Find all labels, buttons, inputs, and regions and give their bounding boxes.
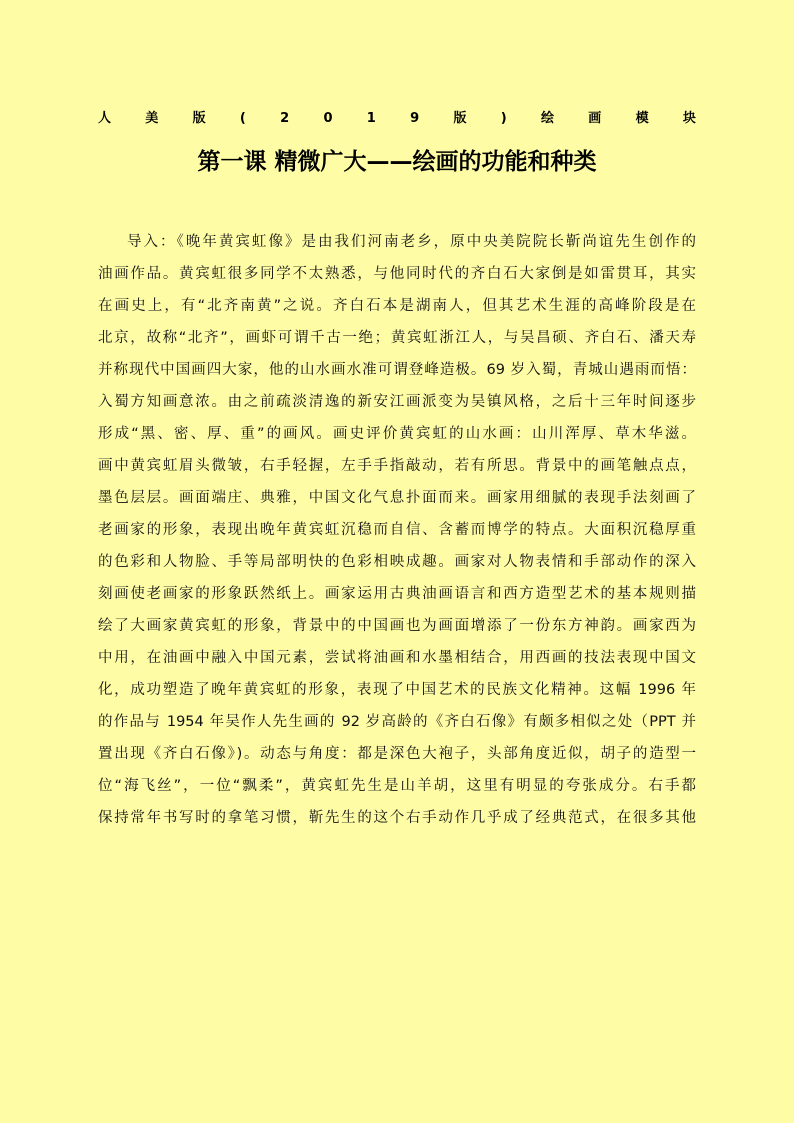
header-char: 2 bbox=[280, 111, 290, 126]
text-line: 保持常年书写时的拿笔习惯，靳先生的这个右手动作几乎成了经典范式，在很多其他 bbox=[98, 810, 696, 826]
text-line: 墨色层层。画面端庄、典雅，中国文化气息扑面而来。画家用细腻的表现手法刻画了 bbox=[98, 490, 696, 506]
text-line: 在画史上，有“北齐南黄”之说。齐白石本是湖南人，但其艺术生涯的高峰阶段是在 bbox=[98, 298, 696, 314]
text-line: 刻画使老画家的形象跃然纸上。画家运用古典油画语言和西方造型艺术的基本规则描 bbox=[98, 586, 696, 602]
text-line: 并称现代中国画四大家，他的山水画水准可谓登峰造极。69 岁入蜀，青城山遇雨而悟： bbox=[98, 362, 696, 378]
header-char: 9 bbox=[410, 111, 420, 126]
text-line: 绘了大画家黄宾虹的形象，背景中的中国画也为画面增添了一份东方神韵。画家西为 bbox=[98, 618, 696, 634]
header-char: 美 bbox=[145, 111, 159, 126]
header-char: 绘 bbox=[540, 111, 554, 126]
text-line: 画中黄宾虹眉头微皱，右手轻握，左手手指敲动，若有所思。背景中的画笔触点点， bbox=[98, 458, 696, 474]
text-line: 油画作品。黄宾虹很多同学不太熟悉，与他同时代的齐白石大家倒是如雷贯耳，其实 bbox=[98, 266, 696, 282]
lesson-title: 第一课 精微广大——绘画的功能和种类 bbox=[197, 149, 597, 175]
module-header bbox=[98, 109, 696, 129]
text-line: 老画家的形象，表现出晚年黄宾虹沉稳而自信、含蓄而博学的特点。大面积沉稳厚重 bbox=[98, 522, 696, 538]
header-char: 人 bbox=[98, 111, 112, 126]
text-line: 中用，在油画中融入中国元素，尝试将油画和水墨相结合，用西画的技法表现中国文 bbox=[98, 650, 696, 666]
text-line: 的色彩和人物脸、手等局部明快的色彩相映成趣。画家对人物表情和手部动作的深入 bbox=[98, 554, 696, 570]
text-line: 的作品与 1954 年吴作人先生画的 92 岁高龄的《齐白石像》有颇多相似之处（PPT 并 bbox=[98, 714, 696, 730]
text-line: 北京，故称“北齐”，画虾可谓千古一绝；黄宾虹浙江人，与吴昌硕、齐白石、潘天寿 bbox=[98, 330, 696, 346]
header-char: 模 bbox=[635, 111, 649, 126]
header-char: ) bbox=[500, 111, 507, 126]
header-char: 0 bbox=[323, 111, 333, 126]
text-line: 入蜀方知画意浓。由之前疏淡清逸的新安江画派变为吴镇风格，之后十三年时间逐步 bbox=[98, 394, 696, 410]
header-char: 画 bbox=[588, 111, 602, 126]
header-char: 1 bbox=[366, 111, 376, 126]
header-char: 块 bbox=[682, 111, 696, 126]
header-char: 版 bbox=[192, 111, 206, 126]
text-line: 位“海飞丝”，一位“飘柔”，黄宾虹先生是山羊胡，这里有明显的夸张成分。右手都 bbox=[98, 778, 696, 794]
body-paragraph bbox=[98, 232, 696, 840]
text-line: 导入：《晚年黄宾虹像》是由我们河南老乡，原中央美院院长靳尚谊先生创作的 bbox=[127, 234, 696, 250]
header-char: ( bbox=[239, 111, 246, 126]
text-line: 置出现《齐白石像》)。动态与角度：都是深色大袍子，头部角度近似，胡子的造型一 bbox=[98, 746, 696, 762]
header-char: 版 bbox=[453, 111, 467, 126]
text-line: 化，成功塑造了晚年黄宾虹的形象，表现了中国艺术的民族文化精神。这幅 1996 年 bbox=[98, 682, 696, 698]
text-line: 形成“黑、密、厚、重”的画风。画史评价黄宾虹的山水画：山川浑厚、草木华滋。 bbox=[98, 426, 696, 442]
